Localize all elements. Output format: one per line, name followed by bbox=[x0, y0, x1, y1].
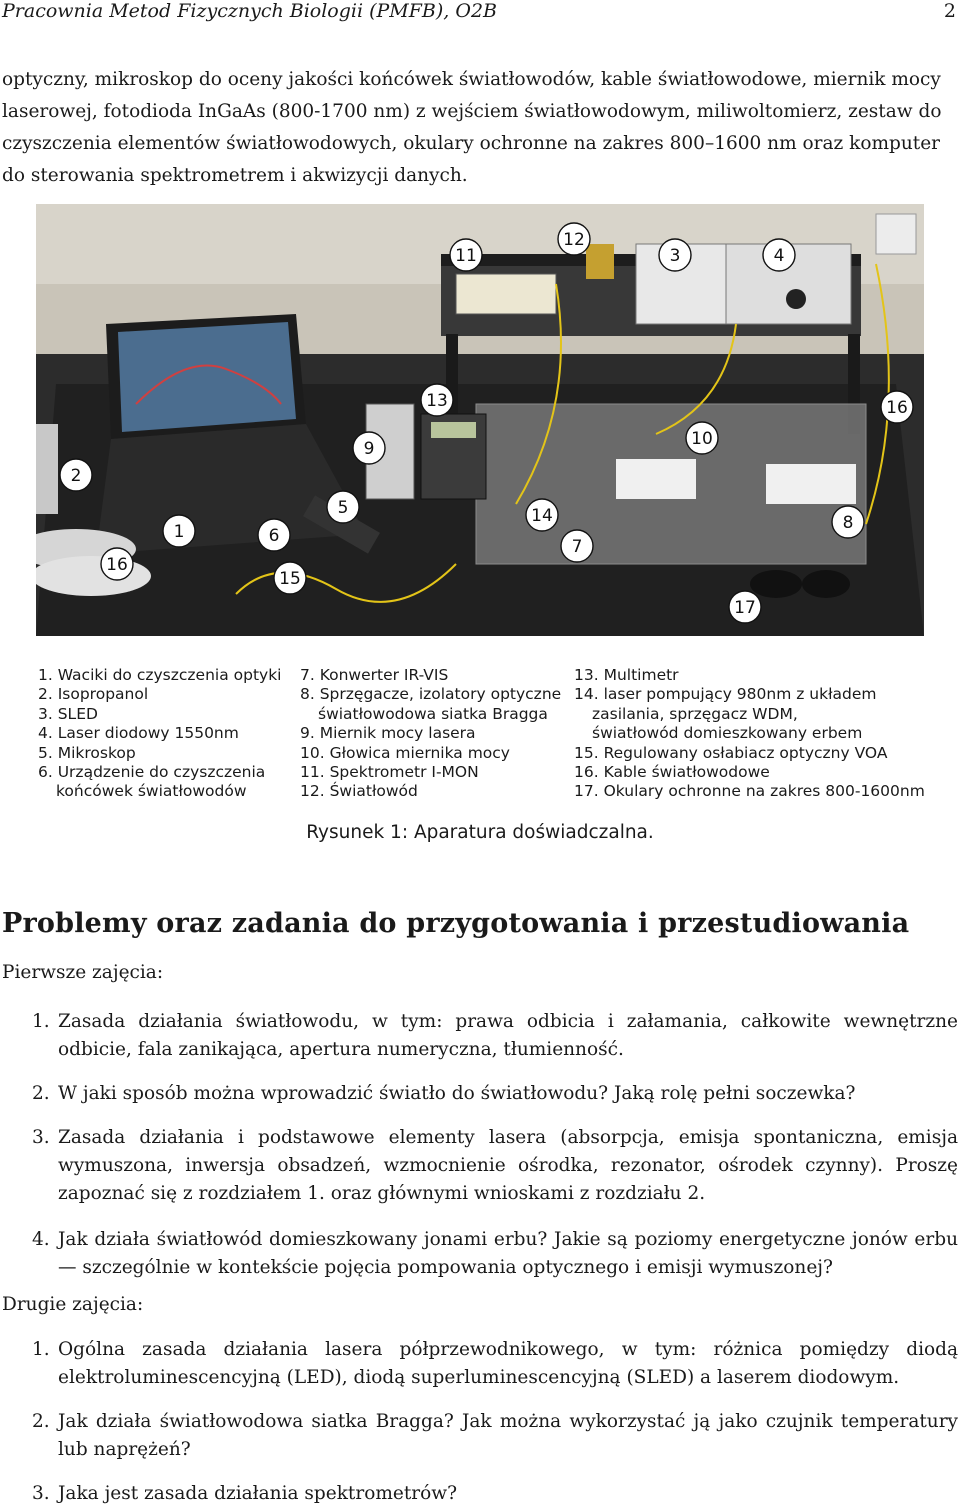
svg-text:14: 14 bbox=[531, 506, 553, 526]
item-text: Ogólna zasada działania lasera półprzewodnikowego, w tym: różnica pomiędzy diodą elektroluminescencyjną (LED), diodą superluminescencyjną (SLED) a laserem diodowym. bbox=[58, 1339, 958, 1388]
photo-label-4 bbox=[763, 239, 795, 271]
svg-text:15: 15 bbox=[279, 569, 301, 589]
photo-label-16-right bbox=[881, 391, 913, 423]
legend-item: 9. Miernik mocy lasera bbox=[300, 724, 476, 743]
svg-text:8: 8 bbox=[842, 513, 854, 533]
item-text: Zasada działania i podstawowe elementy lasera (absorpcja, emisja spontaniczna, emisja wymuszona, inwersja obsadzeń, wzmocnienie ośrodka, rezonator, ośrodek czynny). Proszę zapoznać się z rozdziałem 1. oraz głównymi wnioskami z rozdziału 2. bbox=[58, 1127, 958, 1204]
photo-label-1 bbox=[163, 515, 195, 547]
second-session-label: Drugie zajęcia: bbox=[2, 1294, 144, 1315]
list-item bbox=[32, 1124, 958, 1208]
item-text: Zasada działania światłowodu, w tym: prawa odbicia i załamania, całkowite wewnętrzne odbicie, fala zanikająca, apertura numeryczna, tłumienność. bbox=[58, 1011, 958, 1060]
legend-item: 14. laser pompujący 980nm z układem bbox=[574, 685, 877, 704]
svg-text:7: 7 bbox=[571, 537, 583, 557]
legend-item: 15. Regulowany osłabiacz optyczny VOA bbox=[574, 743, 888, 762]
legend-item: 3. SLED bbox=[38, 704, 98, 723]
intro-paragraph: optyczny, mikroskop do oceny jakości końcówek światłowodów, kable światłowodowe, miernik mocy laserowej, fotodioda InGaAs (800-1700 nm) z wejściem światłowodowym, miliwoltomierz, zestaw do czyszczenia elementów światłowodowych, okulary ochronne na zakres 800–1600 nm oraz komputer do sterowania spektrometrem i akwizycji danych. bbox=[2, 69, 942, 186]
header-title: Pracownia Metod Fizycznych Biologii (PMFB), O2B bbox=[2, 0, 498, 22]
photo-label-9 bbox=[353, 432, 385, 464]
legend-column-1 bbox=[38, 666, 281, 802]
svg-text:2: 2 bbox=[70, 466, 82, 486]
svg-text:13: 13 bbox=[426, 391, 448, 411]
svg-text:16: 16 bbox=[886, 398, 908, 418]
photo-label-6 bbox=[258, 519, 290, 551]
photo-label-17 bbox=[729, 591, 761, 623]
legend-item: 12. Światłowód bbox=[300, 782, 418, 801]
legend-item: 11. Spektrometr I-MON bbox=[300, 763, 479, 782]
list-item bbox=[32, 1080, 958, 1108]
photo-label-7 bbox=[561, 530, 593, 562]
photo-label-2 bbox=[60, 459, 92, 491]
legend-item: 7. Konwerter IR-VIS bbox=[300, 666, 449, 684]
legend-item: 6. Urządzenie do czyszczenia bbox=[38, 763, 266, 782]
photo-label-3 bbox=[659, 239, 691, 271]
first-session-label: Pierwsze zajęcia: bbox=[2, 962, 164, 983]
item-number: 3. bbox=[32, 1127, 50, 1148]
item-text: Jak działa światłowodowa siatka Bragga? Jak można wykorzystać ją jako czujnik temperatury lub naprężeń? bbox=[58, 1411, 958, 1460]
legend-item: zasilania, sprzęgacz WDM, bbox=[592, 704, 798, 723]
photo-label-15 bbox=[274, 562, 306, 594]
legend-column-3 bbox=[574, 666, 925, 802]
item-number: 1. bbox=[32, 1011, 50, 1032]
list-item bbox=[32, 1008, 958, 1064]
photo-label-16-left bbox=[101, 548, 133, 580]
item-number: 1. bbox=[32, 1339, 50, 1360]
list-item bbox=[32, 1480, 958, 1508]
legend-item: 5. Mikroskop bbox=[38, 743, 136, 762]
photo-label-11 bbox=[450, 239, 482, 271]
legend-item: 10. Głowica miernika mocy bbox=[300, 743, 510, 762]
legend-item: 16. Kable światłowodowe bbox=[574, 763, 770, 782]
figure-caption: Rysunek 1: Aparatura doświadczalna. bbox=[306, 822, 654, 843]
legend-item: światłowodowa siatka Bragga bbox=[318, 704, 548, 723]
photo-label-8 bbox=[832, 506, 864, 538]
legend-item: końcówek światłowodów bbox=[56, 782, 247, 801]
legend-item: 13. Multimetr bbox=[574, 666, 679, 684]
legend-item: 8. Sprzęgacze, izolatory optyczne bbox=[300, 685, 562, 704]
svg-text:11: 11 bbox=[455, 246, 477, 266]
section-title: Problemy oraz zadania do przygotowania i przestudiowania bbox=[2, 908, 910, 939]
svg-text:9: 9 bbox=[363, 439, 375, 459]
item-number: 4. bbox=[32, 1229, 50, 1250]
photo-label-14 bbox=[526, 499, 558, 531]
legend-item: 4. Laser diodowy 1550nm bbox=[38, 724, 239, 743]
item-number: 2. bbox=[32, 1083, 50, 1104]
svg-text:16: 16 bbox=[106, 555, 128, 575]
svg-text:17: 17 bbox=[734, 598, 756, 618]
legend-item: 17. Okulary ochronne na zakres 800-1600nm bbox=[574, 782, 925, 801]
list-item bbox=[32, 1336, 958, 1392]
list-item bbox=[32, 1408, 958, 1464]
photo-label-12 bbox=[558, 223, 590, 255]
svg-text:5: 5 bbox=[337, 498, 349, 518]
svg-text:12: 12 bbox=[563, 230, 585, 250]
item-text: Jak działa światłowód domieszkowany jonami erbu? Jakie są poziomy energetyczne jonów erbu — szczególnie w kontekście pojęcia pompowania optycznego i emisji wymuszonej? bbox=[58, 1229, 958, 1278]
svg-text:4: 4 bbox=[773, 246, 785, 266]
apparatus-photo bbox=[36, 204, 924, 636]
svg-text:1: 1 bbox=[173, 522, 185, 542]
svg-text:10: 10 bbox=[691, 429, 713, 449]
photo-label-5 bbox=[327, 491, 359, 523]
item-text: Jaka jest zasada działania spektrometrów? bbox=[58, 1483, 457, 1504]
list-item bbox=[32, 1226, 958, 1282]
svg-text:3: 3 bbox=[669, 246, 681, 266]
item-text: W jaki sposób można wprowadzić światło do światłowodu? Jaką rolę pełni soczewka? bbox=[58, 1083, 856, 1104]
photo-label-10 bbox=[686, 422, 718, 454]
page-number: 2 bbox=[943, 0, 956, 22]
legend-column-2 bbox=[300, 666, 561, 802]
item-number: 2. bbox=[32, 1411, 50, 1432]
legend-item: 2. Isopropanol bbox=[38, 685, 149, 704]
photo-label-13 bbox=[421, 384, 453, 416]
svg-text:6: 6 bbox=[268, 526, 280, 546]
legend-item: 1. Waciki do czyszczenia optyki bbox=[38, 666, 282, 684]
page-header bbox=[0, 0, 960, 30]
legend-item: światłowód domieszkowany erbem bbox=[592, 724, 863, 743]
item-number: 3. bbox=[32, 1483, 50, 1504]
